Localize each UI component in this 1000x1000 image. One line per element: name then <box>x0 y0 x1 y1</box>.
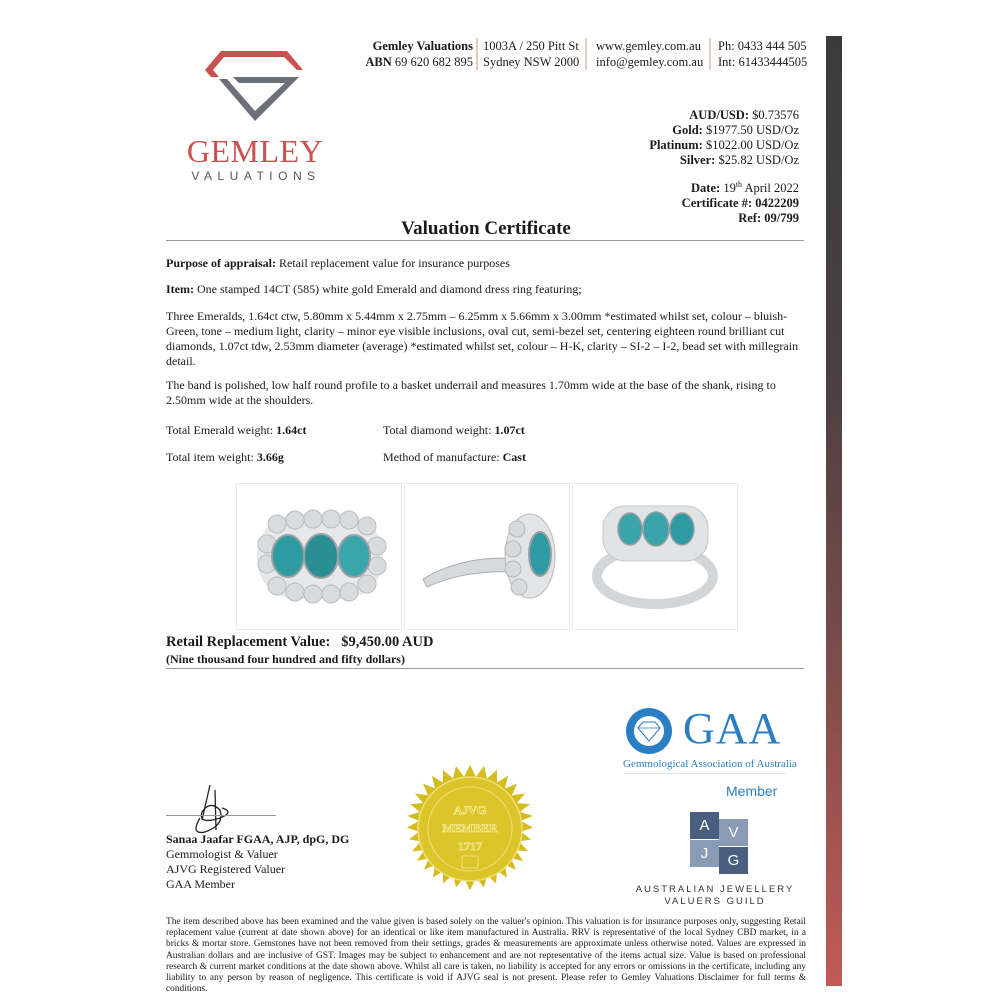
address-line-1: 1003A / 250 Pitt St <box>483 39 579 53</box>
ring-side-image <box>405 484 569 629</box>
header-divider <box>585 38 587 70</box>
rate-platinum: Platinum: $1022.00 USD/Oz <box>649 138 799 152</box>
header-phone <box>718 38 807 70</box>
rate-silver: Silver: $25.82 USD/Oz <box>679 153 799 167</box>
address-line-2: Sydney NSW 2000 <box>483 55 580 69</box>
retail-value-words: (Nine thousand four hundred and fifty dollars) <box>166 652 405 666</box>
header-address <box>483 38 579 70</box>
item-description: Three Emeralds, 1.64ct ctw, 5.80mm x 5.44mm x 2.75mm – 6.25mm x 5.66mm x 3.00mm *estimated whilst set, colour – bluish-Green, tone – medium light, clarity – minor eye visible inclusions, oval cut, semi-bezel set, centering eighteen round brilliant cut diamonds, 1.07ct tdw, 2.53mm diameter (average) *estimated whilst set, colour – H-K, clarity – SI-2 – I-2, bead set with millegrain detail. <box>166 309 799 368</box>
intl-phone-number: Int: 61433444505 <box>718 55 808 69</box>
spec-diamond-weight: Total diamond weight: 1.07ct <box>383 423 525 437</box>
ajvg-letter-v: V <box>719 819 748 846</box>
ref-line: Ref: 09/799 <box>738 211 799 226</box>
ajvg-gold-seal-icon <box>388 746 552 910</box>
rate-gold: Gold: $1977.50 USD/Oz <box>672 123 799 137</box>
ring-back-photo <box>572 483 738 630</box>
svg-text:AJVG: AJVG <box>453 803 487 817</box>
gaa-emblem-icon <box>624 706 674 756</box>
header-company <box>364 38 473 70</box>
title-divider <box>166 240 804 241</box>
valuer-signature-block <box>166 832 349 892</box>
spec-emerald-weight: Total Emerald weight: 1.64ct <box>166 423 307 437</box>
ring-front-photo <box>236 483 402 630</box>
svg-text:1717: 1717 <box>458 839 482 853</box>
spec-item-weight: Total item weight: 3.66g <box>166 450 284 464</box>
ajvg-letter-j: J <box>690 840 719 867</box>
rate-aud-usd: AUD/USD: $0.73576 <box>689 108 799 122</box>
svg-text:MEMBER: MEMBER <box>442 821 498 835</box>
band-description: The band is polished, low half round profile to a basket underrail and measures 1.70mm wide at the base of the shank, rising to 2.50mm wide at the shoulders. <box>166 378 776 407</box>
gaa-wordmark: GAA <box>683 704 782 753</box>
item-line: Item: One stamped 14CT (585) white gold Emerald and diamond dress ring featuring; <box>166 282 582 296</box>
valuer-role-2: AJVG Registered Valuer <box>166 862 286 876</box>
retail-value-label: Retail Replacement Value: <box>166 634 331 650</box>
valuer-name: Sanaa Jaafar FGAA, AJP, dpG, DG <box>166 832 350 846</box>
signature-line <box>166 815 276 816</box>
email-link[interactable]: info@gemley.com.au <box>596 55 704 69</box>
ajvg-full-name: AUSTRALIAN JEWELLERY VALUERS GUILD <box>635 884 795 907</box>
gaa-full-name: Gemmological Association of Australia <box>623 758 797 770</box>
signature-scribble-icon <box>180 780 240 840</box>
gemley-diamond-logo-icon <box>203 45 305 123</box>
valuer-role-3: GAA Member <box>166 877 235 891</box>
spec-manufacture: Method of manufacture: Cast <box>383 450 526 464</box>
ring-front-image <box>237 484 401 629</box>
phone-number: Ph: 0433 444 505 <box>718 39 807 53</box>
retail-value-amount: $9,450.00 AUD <box>341 634 434 650</box>
metal-rates <box>649 108 799 168</box>
header-divider <box>476 38 478 70</box>
ring-side-photo <box>404 483 570 630</box>
decorative-side-bar <box>826 36 842 986</box>
company-name: Gemley Valuations <box>372 39 473 53</box>
certificate-number-line: Certificate #: 0422209 <box>681 196 799 211</box>
abn-label: ABN <box>365 55 392 69</box>
logo-subtitle: VALUATIONS <box>191 169 321 183</box>
gaa-member-label: Member <box>726 783 778 799</box>
gaa-divider <box>624 773 786 774</box>
abn-number: 69 620 682 895 <box>394 55 473 69</box>
website-link[interactable]: www.gemley.com.au <box>596 39 701 53</box>
valuer-role-1: Gemmologist & Valuer <box>166 847 278 861</box>
logo-wordmark: GEMLEY <box>186 133 324 169</box>
purpose-line: Purpose of appraisal: Retail replacement value for insurance purposes <box>166 256 510 270</box>
ajvg-letter-a: A <box>690 812 719 839</box>
ring-back-image <box>573 484 737 629</box>
date-line: Date: 19th April 2022 <box>691 180 799 196</box>
header-divider <box>709 38 711 70</box>
value-divider <box>166 668 804 669</box>
disclaimer-text: The item described above has been examined and the value given is based solely on the valuer's opinion. This valuation is for insurance purposes only, suggesting Retail replacement value (current at date shown above) for an identical or like item manufactured in Australia. RRV is representative of the local Sydney CBD market, in a bricks & mortar store. Gemstones have not been removed from their settings, grades & measurements are approximate unless otherwise noted. Values are expressed in Australian dollars and are inclusive of GST. Images may be subject to enhancement and are not representative of the items actual size. Value is based on professional research & current market conditions at the date shown above. Whilst all care is taken, no liability is accepted for any errors or omissions in the certificate, including any liability to any person by reason of negligence. This certificate is void if AJVG seal is not present. Please refer to Gemley Valuations Disclaimer for full terms & conditions. <box>166 917 806 995</box>
header-web <box>596 38 703 70</box>
page-title: Valuation Certificate <box>401 218 571 239</box>
retail-value-line <box>166 634 433 651</box>
ajvg-letter-g: G <box>719 847 748 874</box>
